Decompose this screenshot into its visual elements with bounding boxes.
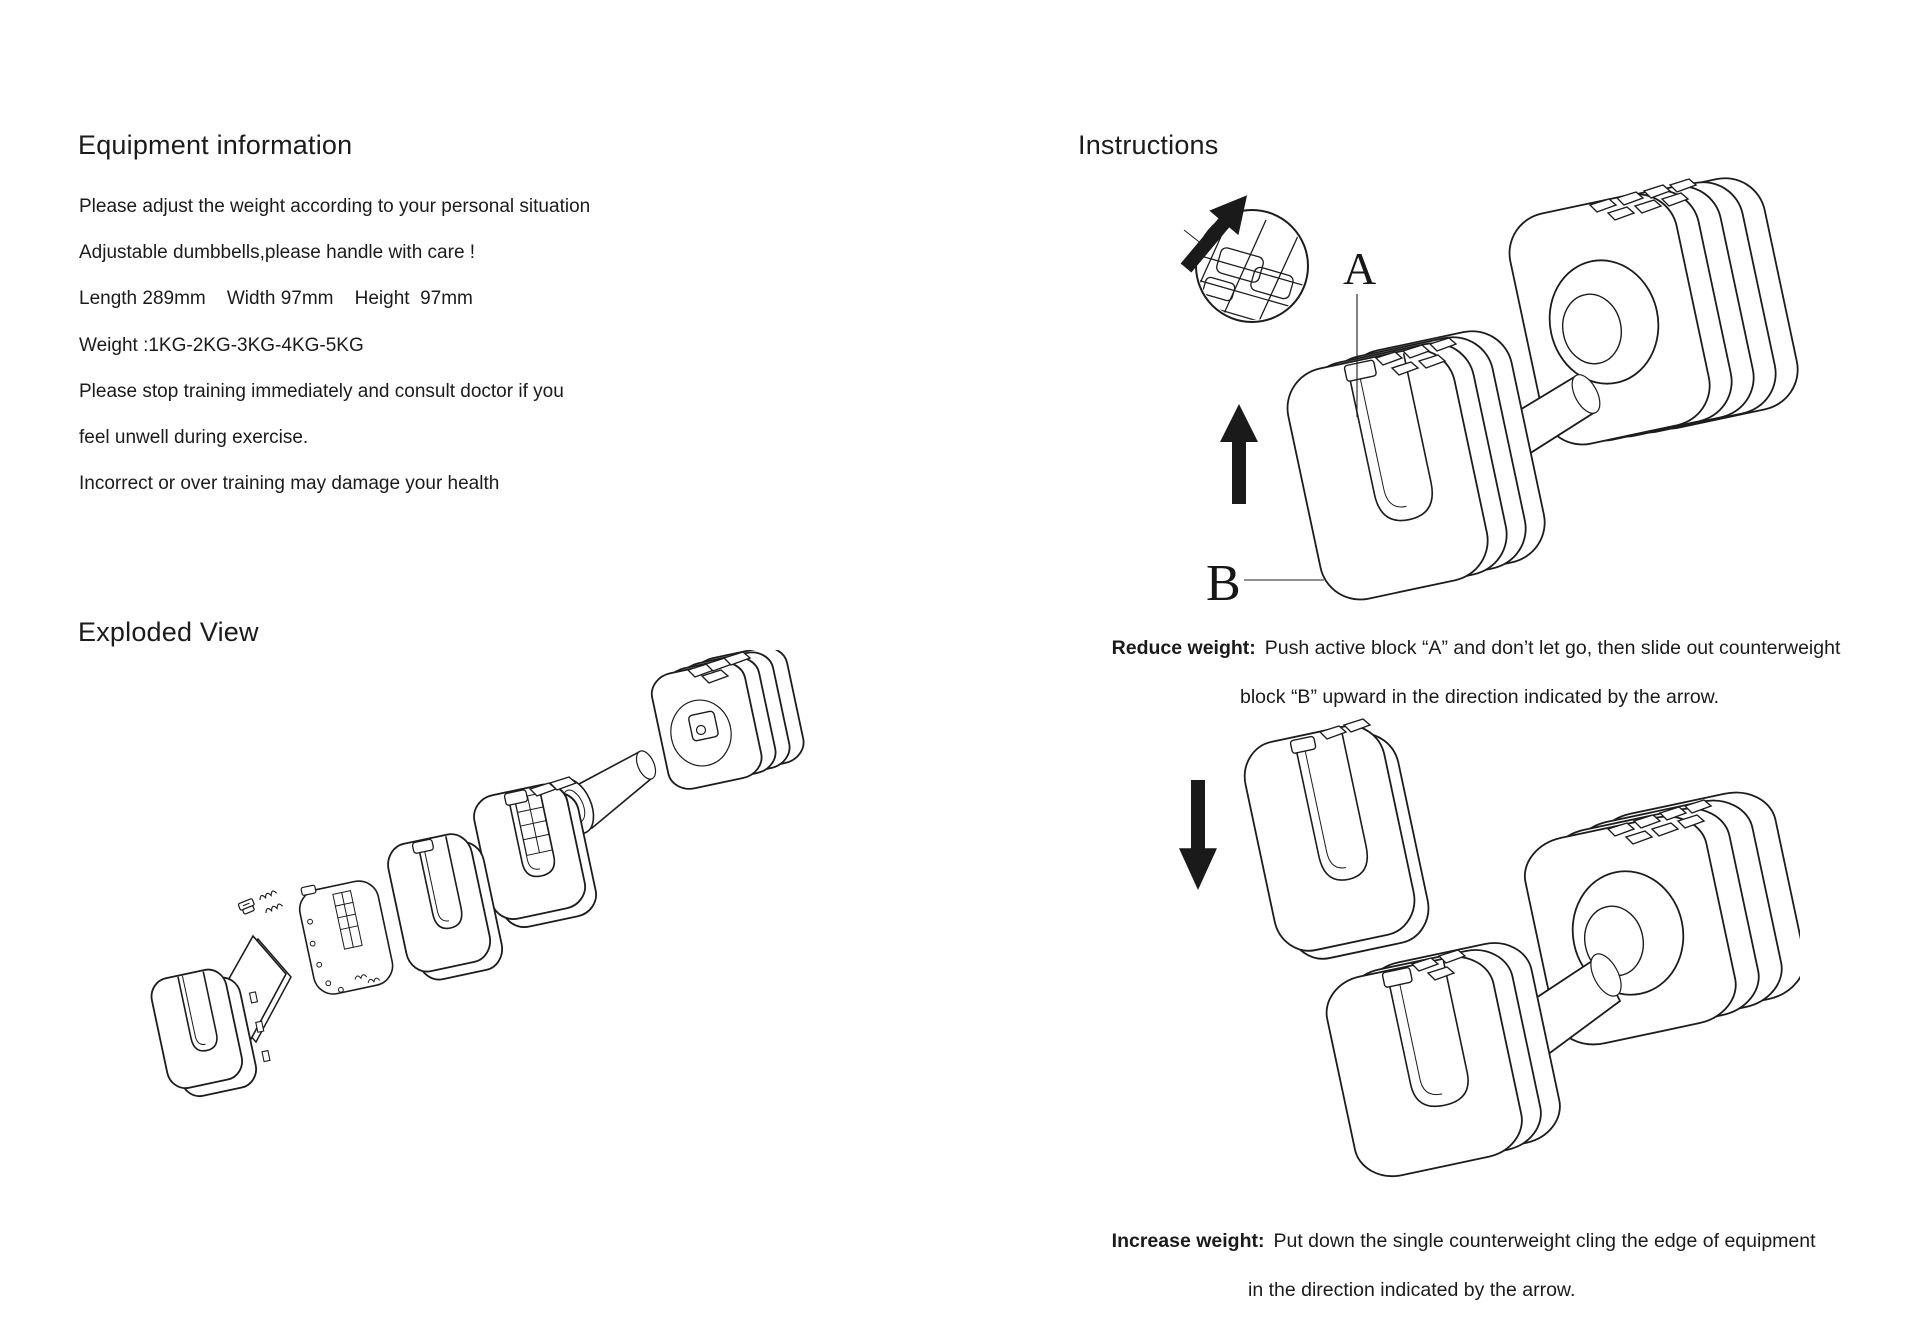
- magnifier-detail-circle: [1180, 210, 1320, 338]
- info-line: Adjustable dumbbells,please handle with care !: [79, 242, 476, 264]
- equipment-info-heading: Equipment information: [78, 130, 353, 160]
- exploded-view-illustration: [90, 650, 850, 1180]
- reduce-weight-illustration: [1140, 172, 1820, 637]
- exploded-cover-plate: [295, 872, 396, 997]
- info-line: feel unwell during exercise.: [79, 426, 309, 448]
- exploded-screw: [238, 898, 256, 915]
- increase-weight-label: Increase weight:: [1111, 1230, 1265, 1252]
- info-line: Incorrect or over training may damage your health: [79, 473, 500, 495]
- info-line: Length 289mm Width 97mm Height 97mm: [79, 288, 473, 310]
- increase-weight-text-line2: in the direction indicated by the arrow.: [1248, 1279, 1576, 1301]
- increase-weight-text-line1: Increase weight: Put down the single counterweight cling the edge of equipment: [1111, 1230, 1816, 1252]
- increase-weight-illustration: [1140, 715, 1800, 1190]
- info-line: Weight :1KG-2KG-3KG-4KG-5KG: [79, 334, 364, 356]
- down-arrow-icon: [1179, 780, 1217, 890]
- label-b: [1206, 555, 1324, 612]
- info-line: Please stop training immediately and consult doctor if you: [79, 380, 564, 402]
- svg-text:B: B: [1206, 555, 1241, 612]
- info-line: Please adjust the weight according to your personal situation: [79, 196, 591, 217]
- equipment-info-text: [79, 184, 590, 507]
- dumbbell-left-block: [1280, 324, 1552, 607]
- counterweight-block: [1238, 719, 1435, 965]
- exploded-view-heading: Exploded View: [78, 617, 259, 647]
- dumbbell-left-block: [1320, 936, 1566, 1184]
- reduce-weight-text-line2: block “B” upward in the direction indicated by the arrow.: [1240, 686, 1720, 708]
- reduce-weight-text-line1: Reduce weight: Push active block “A” and don’t let go, then slide out counterweight: [1111, 637, 1841, 659]
- reduce-weight-label: Reduce weight:: [1111, 637, 1256, 659]
- exploded-springs: [259, 890, 283, 913]
- svg-text:A: A: [1343, 243, 1377, 294]
- instructions-heading: Instructions: [1078, 130, 1219, 160]
- exploded-right-stack: [648, 650, 807, 793]
- up-arrow-icon: [1220, 404, 1258, 504]
